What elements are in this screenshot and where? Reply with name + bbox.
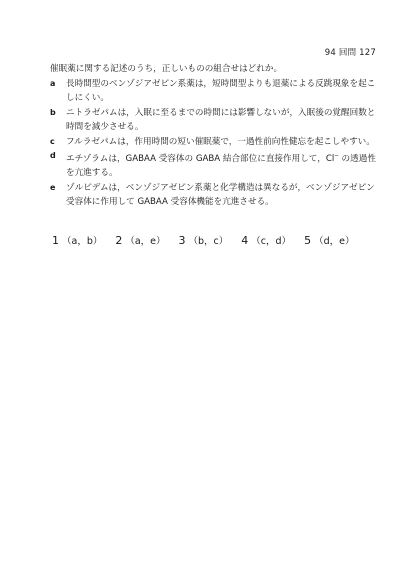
question-content <box>50 62 382 210</box>
option-letter: d <box>50 151 56 160</box>
choice-pair: （b，c） <box>188 236 229 247</box>
choice-pair: （c，d） <box>251 236 292 247</box>
option-text-before: エチゾラムは，GABAA 受容体の GABA 結合部位に直接作用して，Cl <box>66 153 335 164</box>
option-b <box>50 106 382 135</box>
option-a <box>50 77 382 106</box>
question-number: 94 回問 127 <box>324 48 376 58</box>
answer-choice-1 <box>52 233 102 247</box>
option-text: 長時間型のベンゾジアゼピン系薬は，短時間型よりも退薬による反跳現象を起こしにくい。 <box>66 78 376 103</box>
option-text: ゾルピデムは，ベンゾジアゼピン系薬と化学構造は異なるが，ベンゾジアゼピン受容体に作用して GABAA 受容体機能を亢進させる。 <box>66 182 375 208</box>
choice-number: 2 <box>115 234 123 247</box>
choice-pair: （a，e） <box>125 236 166 247</box>
choice-number: 3 <box>178 234 186 247</box>
option-text: フルラゼパムは，作用時間の短い催眠薬で，一過性前向性健忘を起こしやすい。 <box>66 136 375 147</box>
choice-number: 5 <box>304 234 312 247</box>
answer-choice-3 <box>179 233 229 247</box>
answer-choice-5 <box>304 233 354 247</box>
choice-pair: （d，e） <box>314 236 355 247</box>
option-text-after: の透過性を亢進する。 <box>66 153 376 179</box>
option-text: ニトラゼパムは，入眠に至るまでの時間には影響しないが，入眠後の覚醒回数と時間を減少させる。 <box>66 107 376 132</box>
option-letter: b <box>50 107 56 117</box>
option-letter: a <box>50 78 56 88</box>
option-letter: e <box>50 182 56 192</box>
option-d <box>50 149 382 181</box>
question-stem: 催眠薬に関する記述のうち，正しいものの組合せはどれか。 <box>50 64 283 74</box>
choice-number: 4 <box>241 234 249 247</box>
answer-choice-2 <box>115 233 165 247</box>
option-letter: c <box>50 136 55 146</box>
choice-number: 1 <box>52 234 59 247</box>
answer-choices <box>52 233 382 247</box>
option-text-superscript: − <box>334 153 339 159</box>
option-e <box>50 181 382 210</box>
answer-choice-4 <box>241 233 291 247</box>
choice-pair: （a，b） <box>62 236 103 247</box>
option-c <box>50 135 382 150</box>
